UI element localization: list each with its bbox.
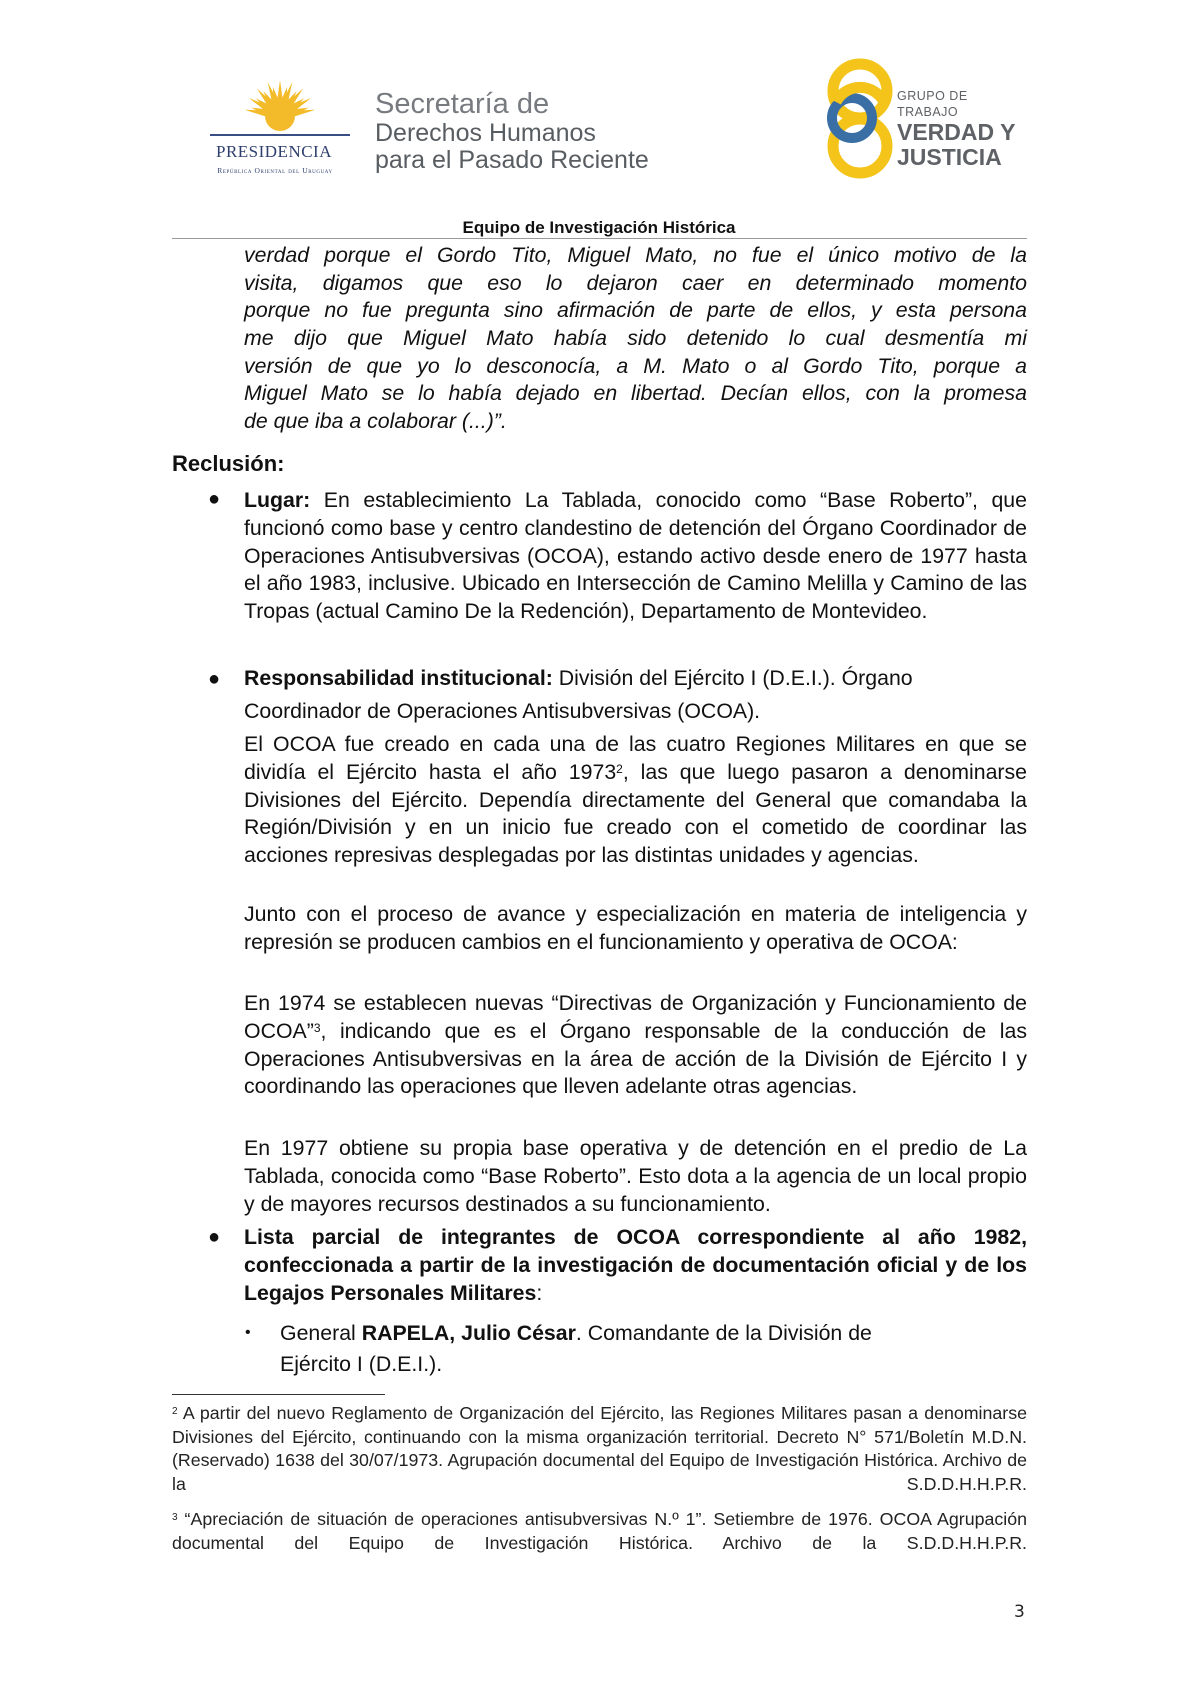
responsabilidad-line2: Coordinador de Operaciones Antisubversivas (OCOA). [244,699,761,723]
quote-line: porque no fue pregunta sino afirmación de parte de ellos, y esta persona [244,298,1027,322]
footnote-3 [172,1508,1027,1555]
equipo-title: Equipo de Investigación Histórica [462,218,736,237]
vyj-group-label: GRUPO DE TRABAJO [897,89,968,119]
secretaria-line1: Secretaría de [375,88,550,120]
footnote-2 [172,1402,1027,1496]
quote-line: de que iba a colaborar (...)”. [244,409,507,433]
responsabilidad-line1 [244,665,1027,693]
quote-line: visita, digamos que eso lo dejaron caer en determinado momento [244,271,1027,295]
verdad-justicia-logo [822,56,1032,181]
presidencia-logo [196,78,356,178]
secretaria-line3: para el Pasado Reciente [375,146,649,174]
member-rank: General [280,1321,356,1345]
footnote-text: A partir del nuevo Reglamento de Organización del Ejército, las Regiones Militares pasan a denominarse Divisiones del Ejército, continuando con la misma organización territorial. Decreto N° 571/Boletín M.D.N. (Reservado) 1638 del 30/07/1973. Agrupación documental del Equipo de Investigación Histórica. Archivo de la S.D.D.H.H.P.R. [172,1403,1027,1494]
footnote-ref-3: 3 [313,1020,321,1035]
ocoa-paragraph-3: En 1974 se establecen nuevas “Directivas de Organización y Funcionamiento de OCOA”$^3$, indicando que es el Órgano responsable de la conducción de las Operaciones Antisubversivas en la área de acción de la División de Ejército I y coordinando las operaciones que lleven adelante otras agencias. [244,991,1027,1099]
presidencia-name: PRESIDENCIA [215,142,332,161]
ocoa-paragraph-1: El OCOA fue creado en cada una de las cuatro Regiones Militares en que se dividía el Ejército hasta el año 1973$^2$, las que luego pasaron a denominarse Divisiones del Ejército. Dependía directamente del General que comandaba la Región/División y en un inicio fue creado con el cometido de coordinar las acciones represivas desplegadas por las distintas unidades y agencias. [244,732,1027,868]
bullet-marker: ● [208,1226,221,1248]
vyj-line2: JUSTICIA [897,144,1002,170]
bullet-marker: ● [208,488,221,510]
sun-icon [196,78,356,144]
lugar-text: En establecimiento La Tablada, conocido como “Base Roberto”, que funcionó como base y centro clandestino de detención del Órgano Coordinador de Operaciones Antisubversivas (OCOA), estando activo desde enero de 1977 hasta el año 1983, inclusive. Ubicado en Intersección de Camino Melilla y Camino de las Tropas (actual Camino De la Redención), Departamento de Montevideo. [244,488,1027,624]
member-name: RAPELA, Julio César [361,1321,576,1345]
footnote-ref-2: 2 [616,761,623,776]
rings-icon [822,56,902,181]
page-number: 3 [1014,1602,1025,1622]
footnote-number: 2 [172,1406,178,1417]
bullet-marker: ● [208,668,221,690]
secretaria-title [375,88,649,174]
quote-line: versión de que yo lo desconocía, a M. Mato o al Gordo Tito, porque a [244,354,1027,378]
reclusion-heading: Reclusión: [172,451,285,476]
lugar-label: Lugar: [244,488,311,512]
responsabilidad-text: División del Ejército I (D.E.I.). Órgano [558,666,913,690]
quote-line: me dijo que Miguel Mato había sido detenido lo cual desmentía mi [244,326,1027,350]
member-entry [280,1318,1027,1349]
lugar-paragraph [244,487,1027,626]
vyj-line1: VERDAD Y [897,119,1016,145]
footnote-divider [172,1394,385,1395]
quote-line: Miguel Mato se lo había dejado en libertad. Decían ellos, con la promesa [244,381,1027,405]
ocoa-paragraph-2: Junto con el proceso de avance y especialización en materia de inteligencia y represión se producen cambios en el funcionamiento y operativa de OCOA: [244,902,1027,954]
footnote-number: 3 [172,1512,178,1523]
member-description: . Comandante de la División de [575,1321,872,1345]
responsabilidad-label: Responsabilidad institucional: [244,666,553,690]
member-entry-line2: Ejército I (D.E.I.). [280,1352,443,1376]
footnote-text: “Apreciación de situación de operaciones antisubversivas N.º 1”. Setiembre de 1976. OCOA Agrupación documental del Equipo de Investigación Histórica. Archivo de la S.D.D.H.H.P.R. [172,1509,1027,1553]
sub-bullet-marker: • [245,1324,251,1341]
header-divider [172,238,1027,239]
secretaria-line2: Derechos Humanos [375,119,596,147]
ocoa-paragraph-4: En 1977 obtiene su propia base operativa y de detención en el predio de La Tablada, conocida como “Base Roberto”. Esto dota a la agencia de un local propio y de mayores recursos destinados a su funcionamiento. [244,1136,1027,1216]
lista-heading: Lista parcial de integrantes de OCOA correspondiente al año 1982, confeccionada a partir de la investigación de documentación oficial y de los Legajos Personales Militares: [244,1225,1027,1305]
presidencia-subtitle: República Oriental del Uruguay [217,166,333,175]
quote-line: verdad porque el Gordo Tito, Miguel Mato, no fue el único motivo de la [244,243,1027,267]
